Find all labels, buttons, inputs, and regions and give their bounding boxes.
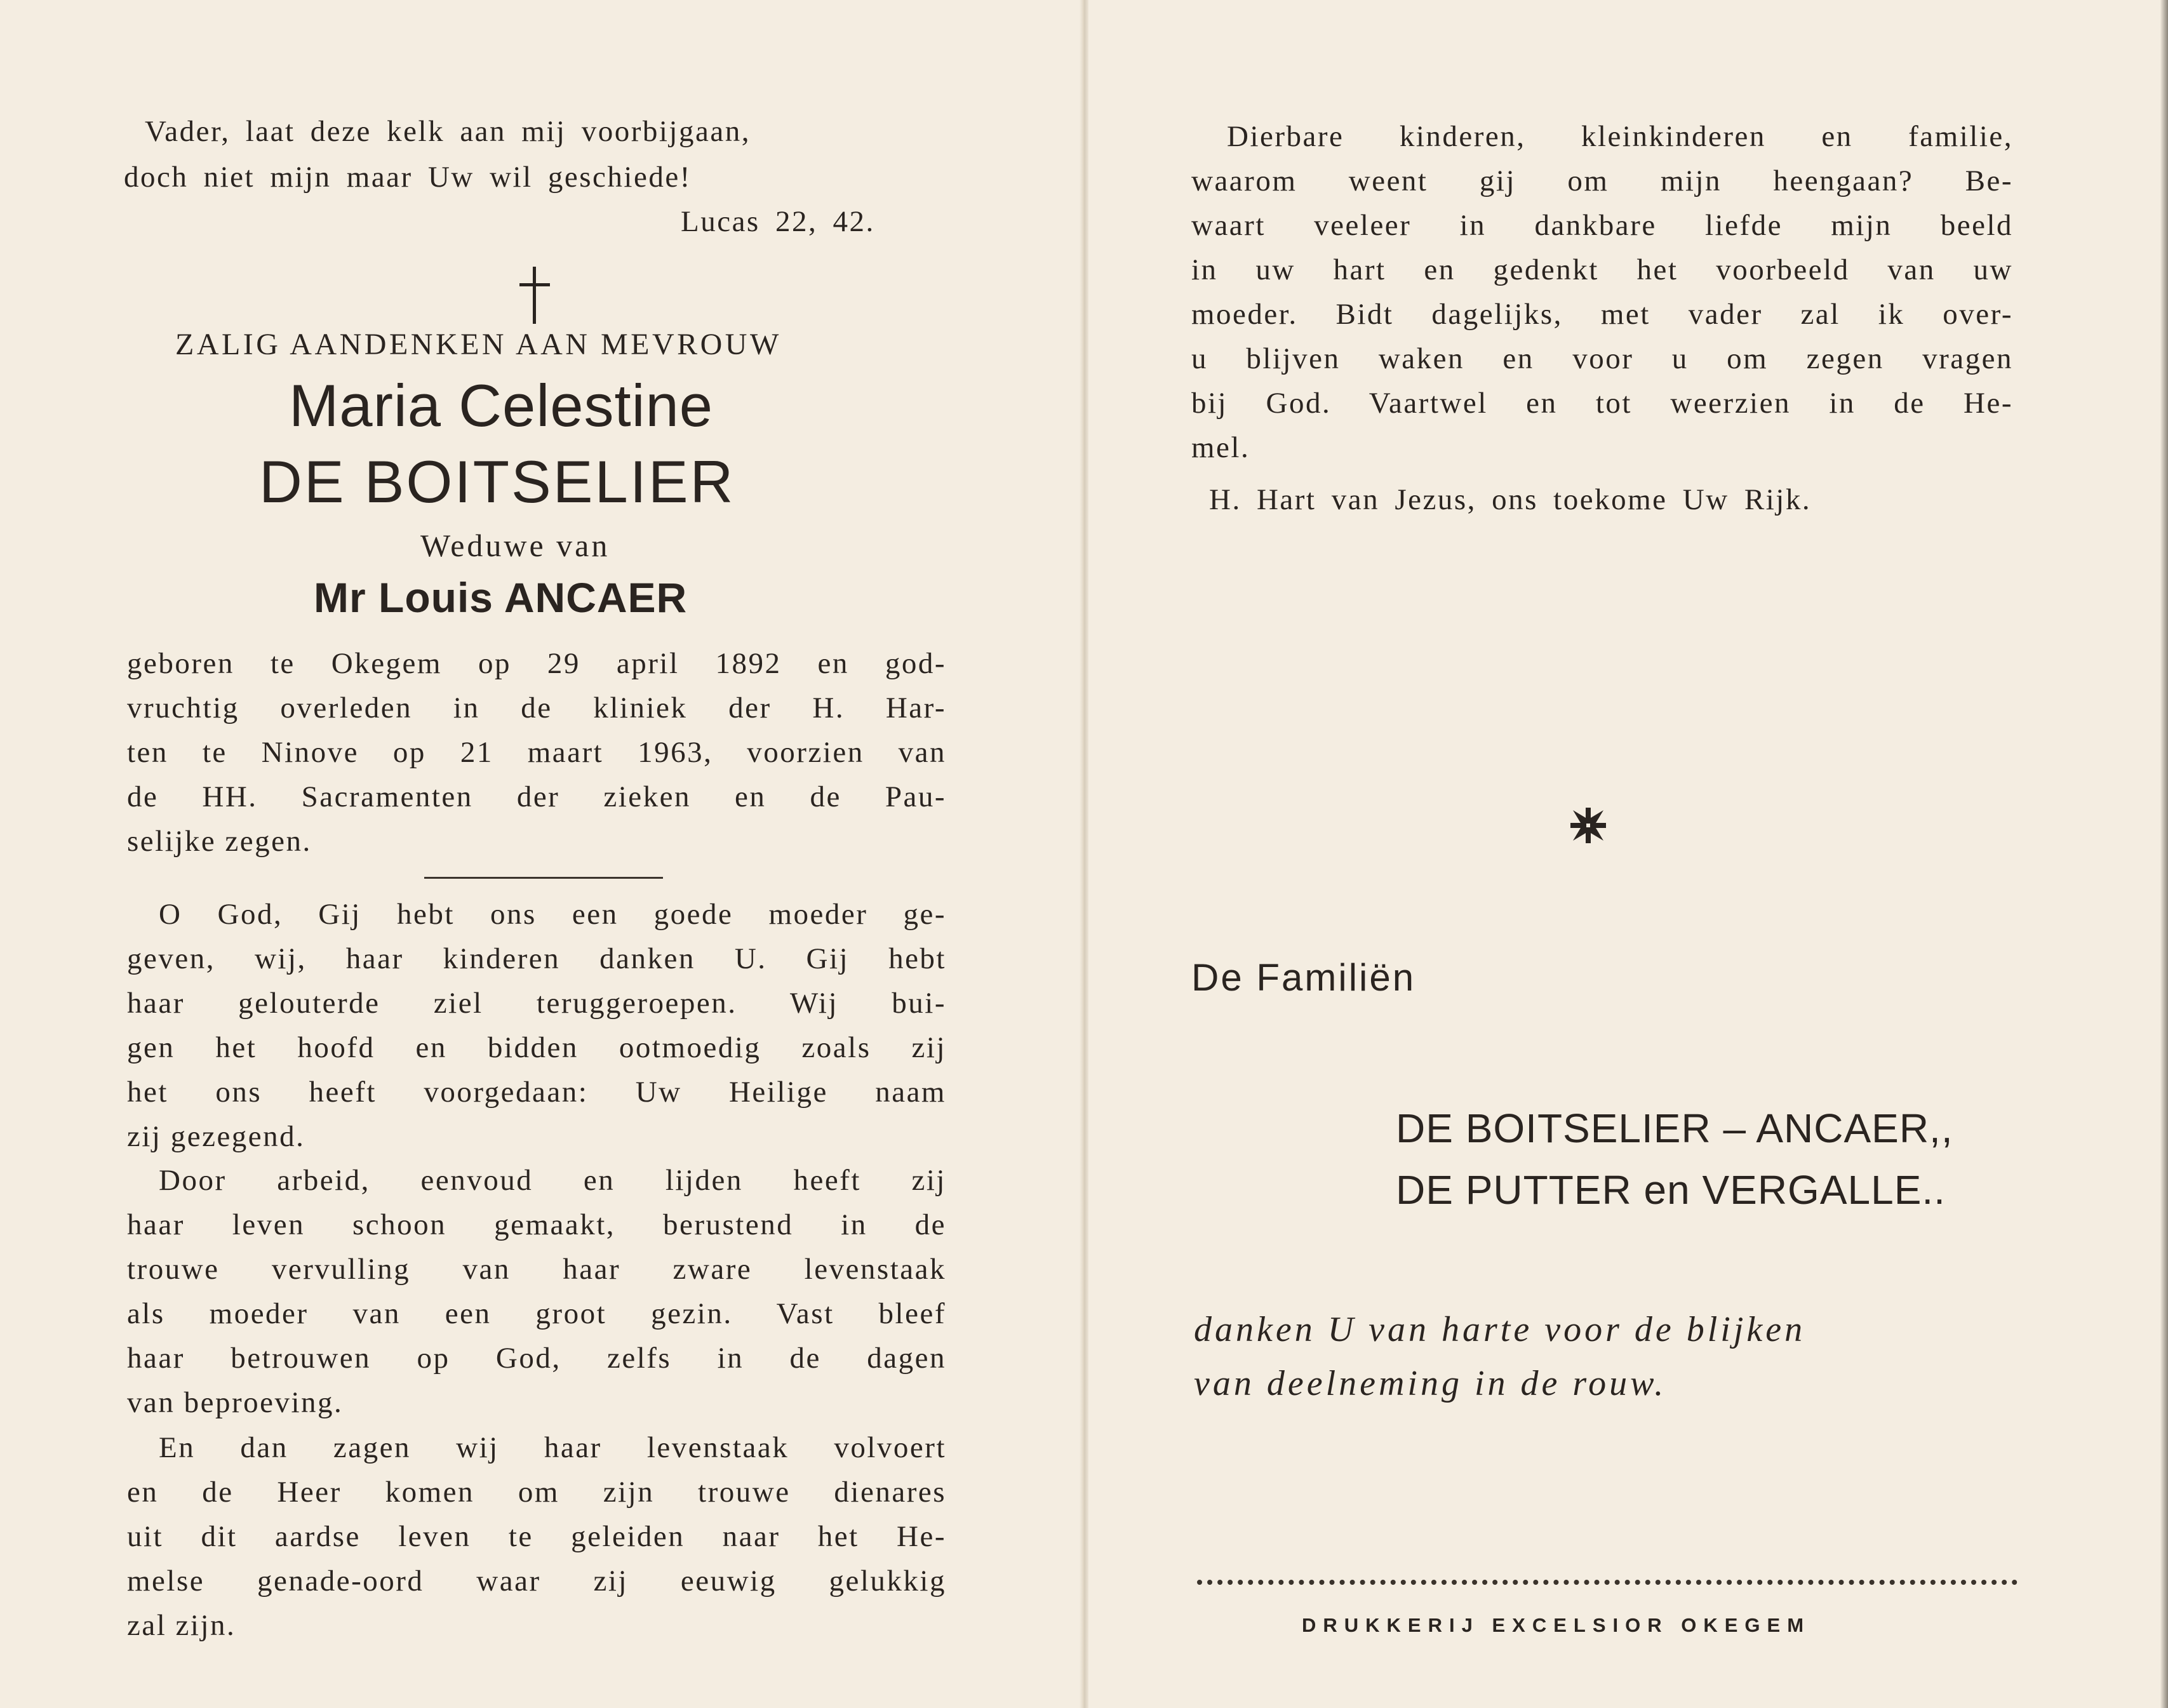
verse-line-1: Vader, laat deze kelk aan mij voorbijgaan, (145, 115, 751, 148)
prayer-line: zij gezegend. (127, 1120, 305, 1153)
invocation: H. Hart van Jezus, ons toekome Uw Rijk. (1209, 483, 1812, 516)
deceased-first-names: Maria Celestine (289, 372, 714, 439)
thanks-line-2: van deelneming in de rouw. (1194, 1364, 1667, 1403)
prayer-line: geven, wij, haar kinderen danken U. Gij hebt (127, 942, 946, 975)
life-line: van beproeving. (127, 1386, 344, 1419)
message-line: u blijven waken en voor u om zegen vragen (1191, 342, 2013, 375)
prayer-line: het ons heeft voorgedaan: Uw Heilige naam (127, 1076, 946, 1109)
family-names-line-2: DE PUTTER en VERGALLE.. (1396, 1167, 1946, 1213)
closing-line: melse genade-oord waar zij eeuwig gelukkig (127, 1565, 946, 1598)
closing-line: uit dit aardse leven te geleiden naar het He- (127, 1520, 946, 1553)
family-names-line-1: DE BOITSELIER – ANCAER,, (1396, 1105, 1953, 1151)
thanks-line-1: danken U van harte voor de blijken (1194, 1310, 1806, 1349)
verse-reference: Lucas 22, 42. (681, 205, 875, 238)
right-panel (1085, 0, 2168, 1708)
families-label: De Familiën (1191, 956, 1416, 999)
closing-line: En dan zagen wij haar levenstaak volvoert (159, 1431, 946, 1464)
life-line: Door arbeid, eenvoud en lijden heeft zij (159, 1164, 946, 1197)
verse-line-2: doch niet mijn maar Uw wil geschiede! (124, 161, 692, 194)
message-line: mel. (1191, 431, 1250, 464)
dotted-rule (1197, 1580, 2017, 1585)
biography-paragraph (127, 641, 946, 864)
life-line: haar leven schoon gemaakt, berustend in de (127, 1208, 946, 1241)
husband-name: Mr Louis ANCAER (314, 574, 688, 621)
printer-credit: DRUKKERIJ EXCELSIOR OKEGEM (1302, 1614, 1811, 1636)
bio-line: selijke zegen. (127, 825, 312, 858)
life-paragraph (127, 1158, 946, 1425)
life-line: als moeder van een groot gezin. Vast bleef (127, 1297, 946, 1330)
section-divider (424, 877, 663, 879)
message-line: waart veeleer in dankbare liefde mijn beeld (1191, 209, 2013, 242)
message-line: moeder. Bidt dagelijks, met vader zal ik over- (1191, 298, 2013, 331)
life-line: haar betrouwen op God, zelfs in de dagen (127, 1342, 946, 1375)
closing-paragraph (127, 1425, 946, 1648)
message-line: in uw hart en gedenkt het voorbeeld van uw (1191, 253, 2013, 286)
closing-line: en de Heer komen om zijn trouwe dienares (127, 1476, 946, 1509)
prayer-paragraph (127, 892, 946, 1159)
latin-cross-icon (516, 267, 554, 324)
message-line: Dierbare kinderen, kleinkinderen en familie, (1227, 120, 2013, 153)
card-edge (2160, 0, 2168, 1708)
farewell-message (1191, 114, 2013, 470)
memorial-heading: ZALIG AANDENKEN AAN MEVROUW (175, 328, 782, 361)
prayer-line: haar gelouterde ziel teruggeroepen. Wij bui- (127, 987, 946, 1020)
iron-cross-icon (1569, 806, 1607, 844)
life-line: trouwe vervulling van haar zware levenstaak (127, 1253, 946, 1286)
widow-of-label: Weduwe van (420, 528, 610, 563)
left-panel (0, 0, 1083, 1708)
message-line: waarom weent gij om mijn heengaan? Be- (1191, 164, 2013, 197)
bio-line: ten te Ninove op 21 maart 1963, voorzien van (127, 736, 946, 769)
message-line: bij God. Vaartwel en tot weerzien in de He- (1191, 387, 2013, 420)
deceased-surname: DE BOITSELIER (259, 448, 735, 515)
prayer-line: O God, Gij hebt ons een goede moeder ge- (159, 898, 946, 931)
bio-line: de HH. Sacramenten der zieken en de Pau- (127, 780, 946, 813)
prayer-line: gen het hoofd en bidden ootmoedig zoals zij (127, 1031, 946, 1064)
bio-line: vruchtig overleden in de kliniek der H. Har- (127, 691, 946, 724)
bio-line: geboren te Okegem op 29 april 1892 en god- (127, 647, 946, 680)
closing-line: zal zijn. (127, 1609, 236, 1642)
